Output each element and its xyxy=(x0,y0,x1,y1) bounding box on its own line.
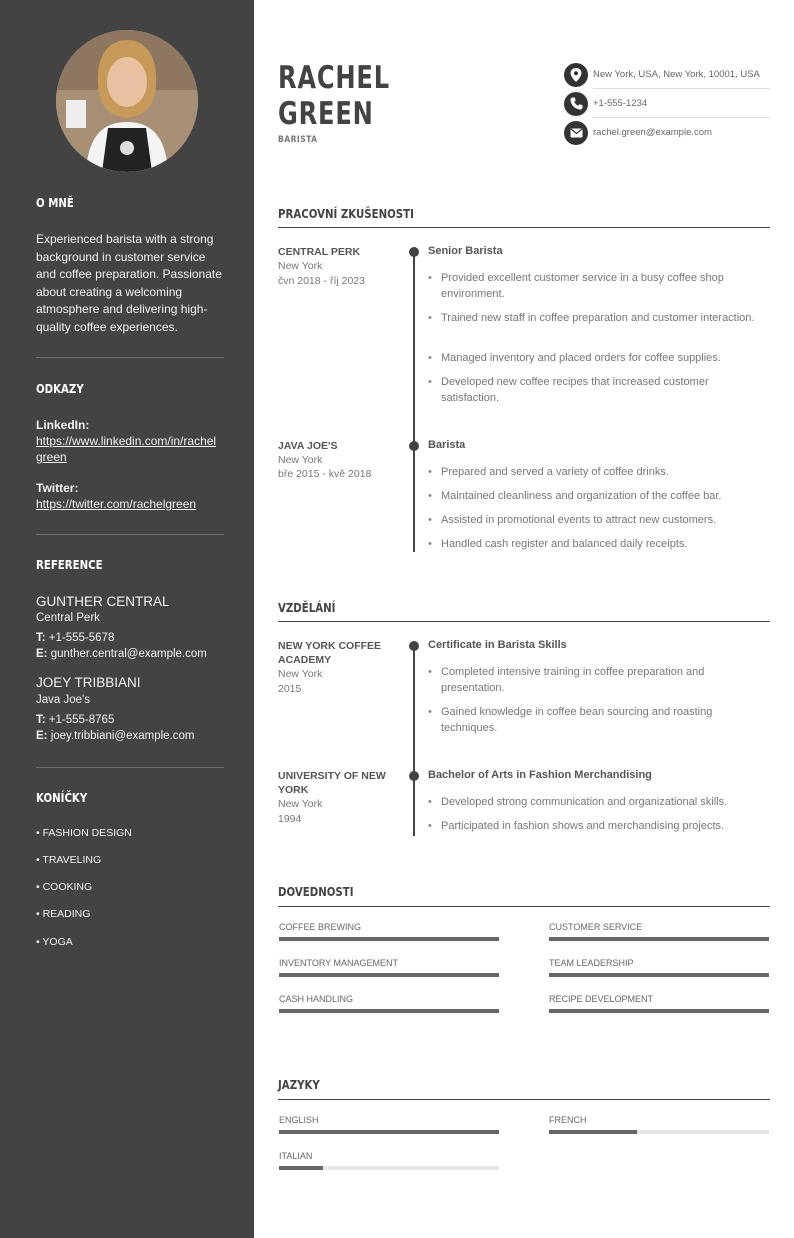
hobby-item: • READING xyxy=(36,908,91,920)
skill-label: CASH HANDLING xyxy=(279,994,354,1004)
twitter-link[interactable]: https://twitter.com/rachelgreen xyxy=(36,497,197,511)
education-bullet: • Participated in fashion shows and merchandising projects. xyxy=(428,818,763,834)
reference-email: E: joey.tribbiani@example.com xyxy=(36,730,195,742)
languages-heading: JAZYKY xyxy=(278,1078,320,1092)
education-org: UNIVERSITY OF NEW YORK xyxy=(278,770,386,796)
contact-phone: +1-555-1234 xyxy=(564,89,770,118)
experience-role: Barista xyxy=(428,439,466,451)
experience-bullet: • Handled cash register and balanced daily receipts. xyxy=(428,536,763,552)
references-heading: REFERENCE xyxy=(36,558,103,572)
education-location: New York xyxy=(278,798,323,810)
timeline-line xyxy=(413,645,415,836)
language-bar xyxy=(279,1166,499,1170)
section-rule xyxy=(278,621,770,622)
language-label: ITALIAN xyxy=(279,1151,313,1161)
experience-role: Senior Barista xyxy=(428,245,503,257)
skill-bar xyxy=(279,1009,499,1013)
experience-org: CENTRAL PERK xyxy=(278,246,361,258)
skill-label: RECIPE DEVELOPMENT xyxy=(549,994,654,1004)
timeline-dot xyxy=(409,247,419,257)
experience-dates: čvn 2018 - říj 2023 xyxy=(278,275,365,287)
profile-photo xyxy=(56,30,198,172)
education-bullet: • Developed strong communication and organizational skills. xyxy=(428,794,763,810)
hobby-item: • YOGA xyxy=(36,936,73,948)
experience-bullet: • Provided excellent customer service in a busy coffee shop environment. xyxy=(428,270,763,302)
education-degree: Bachelor of Arts in Fashion Merchandising xyxy=(428,769,652,781)
reference-email: E: gunther.central@example.com xyxy=(36,648,207,660)
skill-bar xyxy=(279,973,499,977)
language-label: FRENCH xyxy=(549,1115,587,1125)
skill-bar xyxy=(549,1009,769,1013)
job-title: BARISTA xyxy=(278,135,318,145)
hobbies-heading: KONÍČKY xyxy=(36,791,88,805)
hobby-item: • TRAVELING xyxy=(36,854,102,866)
hobby-item: • COOKING xyxy=(36,881,93,893)
skill-label: COFFEE BREWING xyxy=(279,922,362,932)
linkedin-label: LinkedIn: xyxy=(36,418,90,432)
education-bullet: • Completed intensive training in coffee preparation and presentation. xyxy=(428,664,763,696)
skill-label: CUSTOMER SERVICE xyxy=(549,922,643,932)
location-pin-icon xyxy=(564,63,588,87)
skill-bar xyxy=(549,973,769,977)
contact-address: New York, USA, New York, 10001, USA xyxy=(564,60,770,89)
experience-bullet: • Developed new coffee recipes that increased customer satisfaction. xyxy=(428,374,763,406)
envelope-icon xyxy=(564,121,588,145)
hobby-item: • FASHION DESIGN xyxy=(36,827,132,839)
education-location: New York xyxy=(278,668,323,680)
education-bullet: • Gained knowledge in coffee bean sourcing and roasting techniques. xyxy=(428,704,763,736)
person-name: RACHEL GREEN xyxy=(278,60,390,132)
skill-bar xyxy=(279,937,499,941)
language-label: ENGLISH xyxy=(279,1115,319,1125)
experience-heading: PRACOVNÍ ZKUŠENOSTI xyxy=(278,207,414,221)
experience-location: New York xyxy=(278,454,323,466)
skills-heading: DOVEDNOSTI xyxy=(278,885,354,899)
divider xyxy=(36,534,224,535)
reference-company: Java Joe's xyxy=(36,694,90,706)
experience-bullet: • Assisted in promotional events to attract new customers. xyxy=(428,512,763,528)
language-bar xyxy=(549,1130,769,1134)
reference-phone: T: +1-555-5678 xyxy=(36,632,115,644)
experience-location: New York xyxy=(278,260,323,272)
skill-bar xyxy=(549,937,769,941)
about-heading: O MNĚ xyxy=(36,196,74,210)
reference-name: JOEY TRIBBIANI xyxy=(36,675,141,690)
section-rule xyxy=(278,1099,770,1100)
education-org: NEW YORK COFFEE ACADEMY xyxy=(278,640,382,666)
divider xyxy=(36,767,224,768)
timeline-dot xyxy=(409,441,419,451)
timeline-dot xyxy=(409,771,419,781)
education-dates: 2015 xyxy=(278,683,302,695)
contact-email: rachel.green@example.com xyxy=(564,118,770,147)
education-degree: Certificate in Barista Skills xyxy=(428,639,567,651)
language-bar xyxy=(279,1130,499,1134)
phone-icon xyxy=(564,92,588,116)
timeline-line xyxy=(413,251,415,552)
reference-name: GUNTHER CENTRAL xyxy=(36,594,170,609)
experience-bullet: • Maintained cleanliness and organization of the coffee bar. xyxy=(428,488,763,504)
skill-label: INVENTORY MANAGEMENT xyxy=(279,958,399,968)
experience-bullet: • Prepared and served a variety of coffee drinks. xyxy=(428,464,763,480)
experience-dates: bře 2015 - kvě 2018 xyxy=(278,468,372,480)
twitter-label: Twitter: xyxy=(36,481,79,495)
section-rule xyxy=(278,227,770,228)
about-text: Experienced barista with a strong background in customer service and coffee preparation. Passionate about creating a welcoming atmosphere and delivering high-quality coffee experiences. xyxy=(36,232,222,334)
experience-bullet: • Trained new staff in coffee preparation and customer interaction. xyxy=(428,310,763,326)
linkedin-link[interactable]: https://www.linkedin.com/in/rachelgreen xyxy=(36,434,217,464)
divider xyxy=(36,357,224,358)
timeline-dot xyxy=(409,641,419,651)
reference-company: Central Perk xyxy=(36,612,100,624)
experience-org: JAVA JOE'S xyxy=(278,440,338,452)
reference-phone: T: +1-555-8765 xyxy=(36,714,115,726)
links-heading: ODKAZY xyxy=(36,382,84,396)
education-dates: 1994 xyxy=(278,813,302,825)
skill-label: TEAM LEADERSHIP xyxy=(549,958,634,968)
education-heading: VZDĚLÁNÍ xyxy=(278,601,336,615)
section-rule xyxy=(278,906,770,907)
sidebar xyxy=(0,0,254,1238)
experience-bullet: • Managed inventory and placed orders for coffee supplies. xyxy=(428,350,763,366)
